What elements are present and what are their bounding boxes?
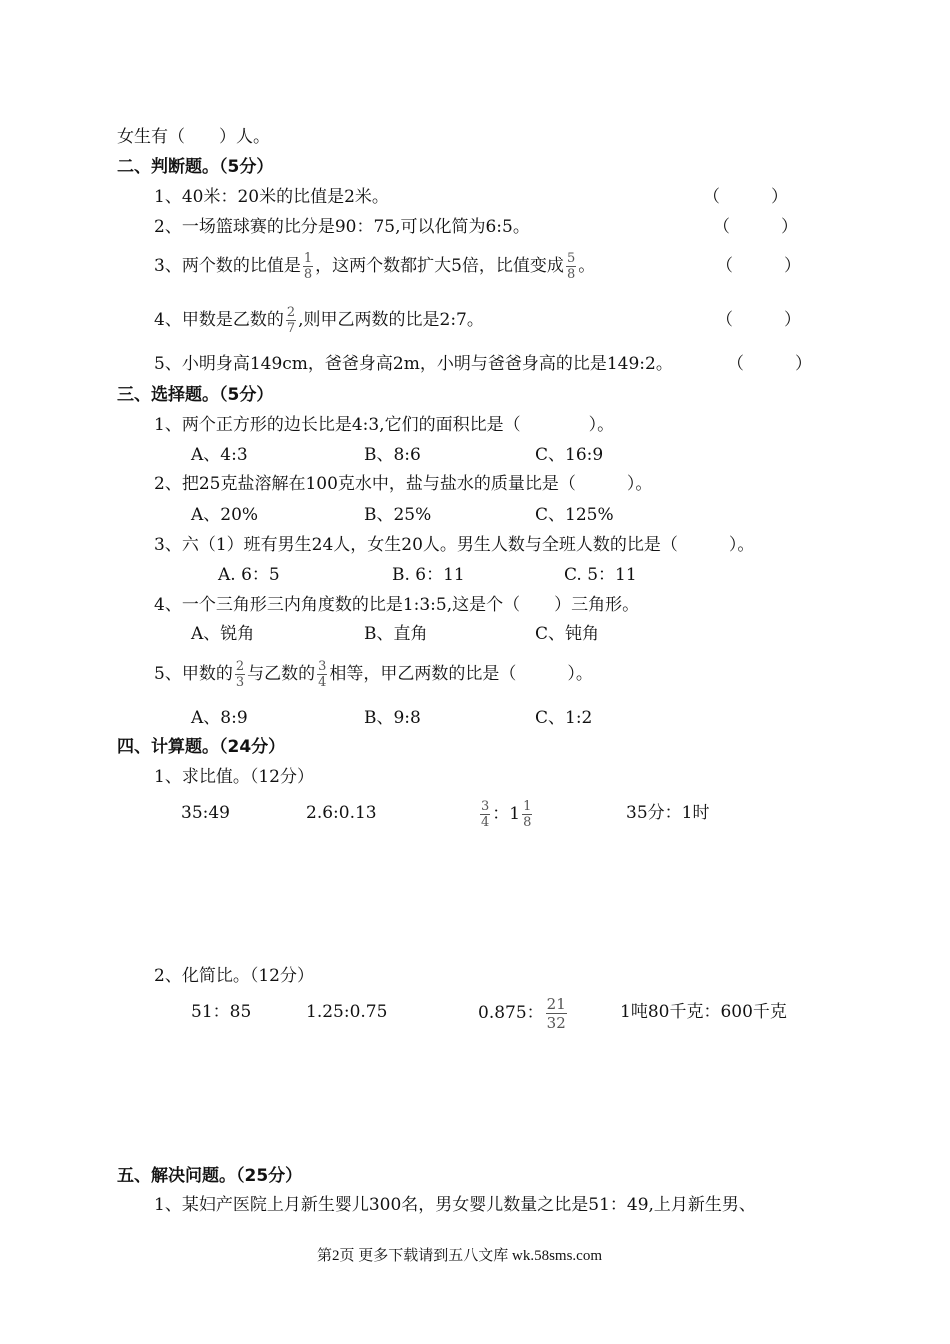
calc-item: 35分：1时	[626, 803, 710, 823]
ratio-separator: ：1	[492, 804, 521, 824]
choice-question-3: 3、六（1）班有男生24人，女生20人。男生人数与全班人数的比是（ ）。	[154, 535, 755, 555]
option-a: A、4:3	[191, 445, 248, 465]
q3-text-a: 3、两个数的比值是	[154, 256, 301, 276]
judge-question-2: 2、一场篮球赛的比分是90：75,可以化简为6:5。	[154, 217, 530, 237]
fraction: $\frac{21}{32}$	[546, 995, 566, 1032]
continued-question-text: 女生有（ ）人。	[117, 127, 270, 147]
section-3-title: 三、选择题。（5分）	[117, 385, 274, 405]
answer-paren-1: （ ）	[703, 187, 788, 207]
page-footer: 第2页 更多下载请到五八文库 wk.58sms.com	[317, 1248, 603, 1264]
q5-text-b: 与乙数的	[247, 664, 316, 684]
judge-question-5: 5、小明身高149cm，爸爸身高2m，小明与爸爸身高的比是149:2。	[154, 354, 673, 374]
q4-text-a: 4、甲数是乙数的	[154, 310, 284, 330]
answer-paren-4: （ ）	[716, 310, 801, 330]
simplify-item: 1.25:0.75	[306, 1002, 388, 1022]
option-c: C、16:9	[535, 445, 604, 465]
fraction: $\frac{1}{8}$	[523, 799, 532, 830]
calc-part-2-title: 2、化简比。（12分）	[154, 966, 314, 986]
calc-item: 2.6:0.13	[306, 803, 377, 823]
decimal-part: 0.875：	[478, 1003, 544, 1023]
option-b: B. 6：11	[392, 565, 465, 585]
option-b: B、直角	[364, 624, 428, 644]
q3-text-b: ，这两个数都扩大5倍，比值变成	[315, 256, 564, 276]
option-c: C. 5：11	[564, 565, 637, 585]
answer-paren-2: （ ）	[713, 217, 798, 237]
option-a: A、20%	[191, 505, 259, 525]
fraction: $\frac{2}{7}$	[286, 305, 296, 336]
answer-paren-5: （ ）	[727, 354, 812, 374]
choice-question-5	[154, 654, 593, 694]
fraction: $\frac{3}{4}$	[318, 659, 327, 690]
calc-part-1-title: 1、求比值。（12分）	[154, 767, 314, 787]
option-b: B、25%	[364, 505, 432, 525]
simplify-item-fraction	[478, 993, 569, 1033]
section-2-title: 二、判断题。（5分）	[117, 157, 274, 177]
judge-question-1: 1、40米：20米的比值是2米。	[154, 187, 389, 207]
option-a: A. 6：5	[218, 565, 280, 585]
fraction: $\frac{2}{3}$	[235, 659, 245, 690]
judge-question-3	[154, 246, 595, 286]
fraction: $\frac{5}{8}$	[566, 251, 576, 282]
section-4-title: 四、计算题。（24分）	[117, 737, 286, 757]
answer-paren-3: （ ）	[716, 256, 801, 276]
option-b: B、9:8	[364, 708, 421, 728]
calc-item: 35:49	[181, 803, 230, 823]
choice-question-2: 2、把25克盐溶解在100克水中，盐与盐水的质量比是（ ）。	[154, 474, 653, 494]
q5-text-a: 5、甲数的	[154, 664, 233, 684]
fraction: $\frac{1}{8}$	[303, 251, 313, 282]
judge-question-4	[154, 300, 484, 340]
option-a: A、8:9	[191, 708, 248, 728]
problem-question-1: 1、某妇产医院上月新生婴儿300名，男女婴儿数量之比是51：49,上月新生男、	[154, 1195, 756, 1215]
q3-text-c: 。	[578, 256, 596, 276]
simplify-item: 1吨80千克：600千克	[620, 1002, 787, 1022]
q4-text-b: ,则甲乙两数的比是2:7。	[298, 310, 484, 330]
option-c: C、125%	[535, 505, 614, 525]
q5-text-c: 相等，甲乙两数的比是（ ）。	[329, 664, 593, 684]
option-c: C、钝角	[535, 624, 600, 644]
option-c: C、1:2	[535, 708, 593, 728]
simplify-item: 51：85	[191, 1002, 252, 1022]
choice-question-1: 1、两个正方形的边长比是4:3,它们的面积比是（ ）。	[154, 415, 615, 435]
fraction: $\frac{3}{4}$	[481, 799, 490, 830]
section-5-title: 五、解决问题。（25分）	[117, 1166, 303, 1186]
option-b: B、8:6	[364, 445, 421, 465]
choice-question-4: 4、一个三角形三内角度数的比是1:3:5,这是个（ ）三角形。	[154, 595, 640, 615]
calc-item-fraction-ratio	[478, 794, 534, 834]
option-a: A、锐角	[191, 624, 255, 644]
